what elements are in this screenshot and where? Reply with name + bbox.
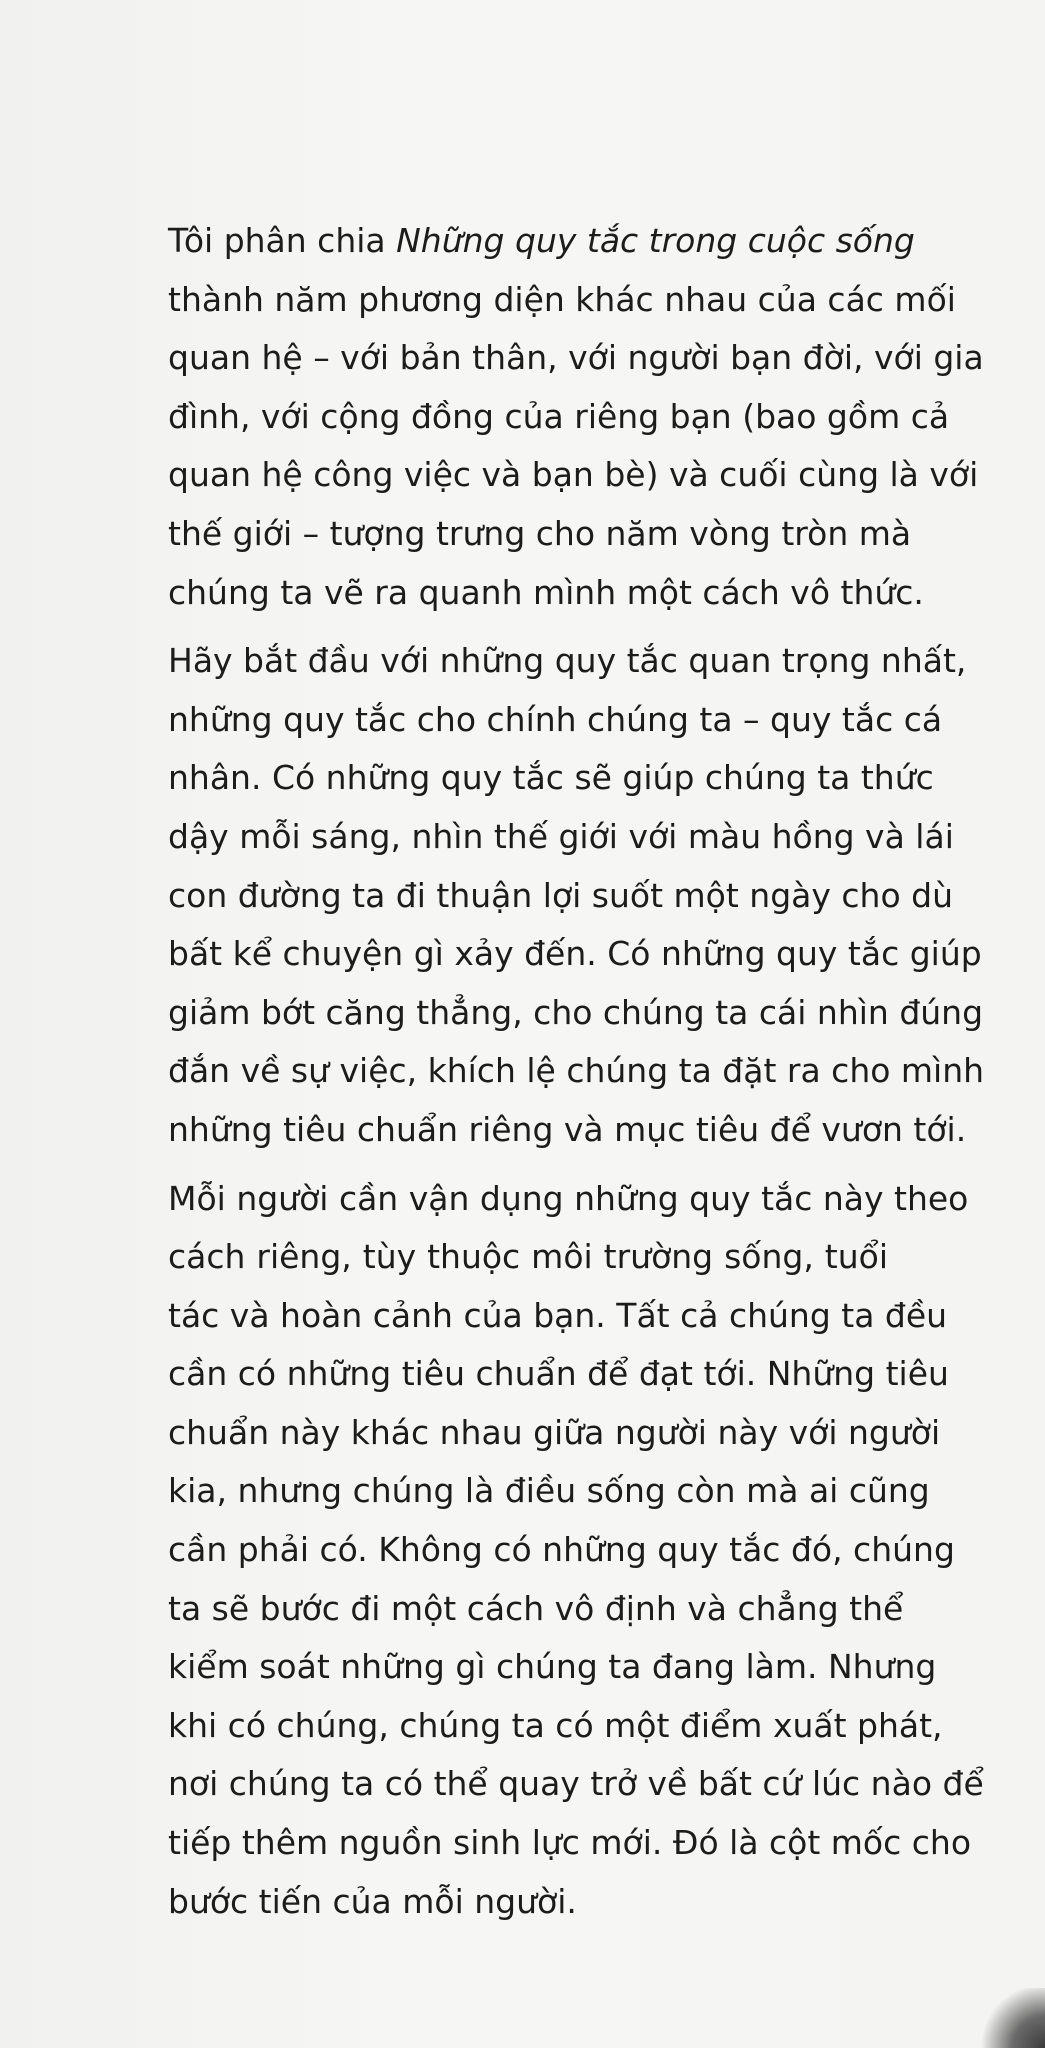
text-line: chuẩn này khác nhau giữa người này với người xyxy=(168,1412,941,1452)
text-line: nơi chúng ta có thể quay trở về bất cứ lúc nào để xyxy=(168,1764,984,1804)
text-line: quan hệ công việc và bạn bè) và cuối cùng là với xyxy=(168,455,979,495)
text-line: kia, nhưng chúng là điều sống còn mà ai cũng xyxy=(168,1471,930,1511)
text-line: cần phải có. Không có những quy tắc đó, chúng xyxy=(168,1530,955,1570)
text-line: dậy mỗi sáng, nhìn thế giới với màu hồng và lái xyxy=(168,816,954,856)
text-line: khi có chúng, chúng ta có một điểm xuất phát, xyxy=(168,1705,943,1745)
text-line: tiếp thêm nguồn sinh lực mới. Đó là cột mốc cho xyxy=(168,1823,972,1863)
text-line: Tôi phân chia Những quy tắc trong cuộc sống xyxy=(168,221,915,260)
text-line: thế giới – tượng trưng cho năm vòng tròn mà xyxy=(168,513,912,553)
text-line: cần có những tiêu chuẩn để đạt tới. Những tiêu xyxy=(168,1354,949,1394)
book-title-emphasis: Những quy tắc trong cuộc sống xyxy=(396,221,915,260)
text-line: giảm bớt căng thẳng, cho chúng ta cái nhìn đúng xyxy=(168,992,984,1032)
text-line: quan hệ – với bản thân, với người bạn đời, với gia xyxy=(168,338,984,378)
text-line: Mỗi người cần vận dụng những quy tắc này theo xyxy=(168,1178,969,1218)
text-line: con đường ta đi thuận lợi suốt một ngày cho dù xyxy=(168,875,954,915)
text-line: đắn về sự việc, khích lệ chúng ta đặt ra cho mình xyxy=(168,1051,985,1091)
paragraph-3 xyxy=(168,1170,984,1932)
paragraph-1 xyxy=(168,212,984,622)
text-line: thành năm phương diện khác nhau của các mối xyxy=(168,279,956,319)
text-line: chúng ta vẽ ra quanh mình một cách vô thức. xyxy=(168,572,924,612)
text-line: bước tiến của mỗi người. xyxy=(168,1881,577,1921)
paragraph-2 xyxy=(168,632,985,1159)
text-line: ta sẽ bước đi một cách vô định và chẳng thể xyxy=(168,1588,904,1628)
text-line: bất kể chuyện gì xảy đến. Có những quy tắc giúp xyxy=(168,934,982,974)
text-line: những quy tắc cho chính chúng ta – quy tắc cá xyxy=(168,699,943,739)
body-text xyxy=(168,212,985,1941)
text-line: Hãy bắt đầu với những quy tắc quan trọng nhất, xyxy=(168,641,967,681)
page-corner-shadow xyxy=(975,1988,1045,2048)
text-line: nhân. Có những quy tắc sẽ giúp chúng ta thức xyxy=(168,758,934,798)
text-line: tác và hoàn cảnh của bạn. Tất cả chúng ta đều xyxy=(168,1295,948,1335)
text-line: đình, với cộng đồng của riêng bạn (bao gồm cả xyxy=(168,396,950,436)
text-line: những tiêu chuẩn riêng và mục tiêu để vươn tới. xyxy=(168,1109,967,1149)
text-line: kiểm soát những gì chúng ta đang làm. Nhưng xyxy=(168,1647,937,1687)
text-line: cách riêng, tùy thuộc môi trường sống, tuổi xyxy=(168,1237,888,1277)
